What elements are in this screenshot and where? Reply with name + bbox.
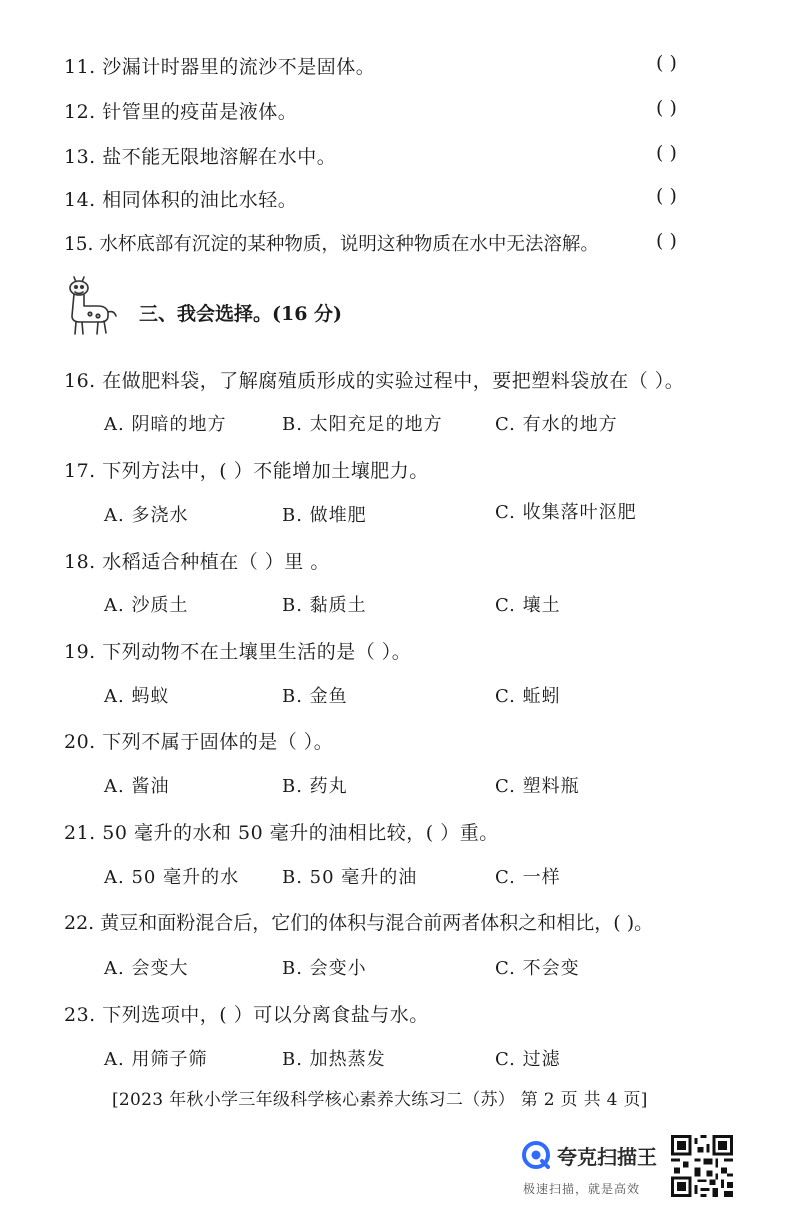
question-number: 11. bbox=[64, 56, 96, 78]
question-text: 50 毫升的水和 50 毫升的油相比较，( ）重。 bbox=[102, 822, 499, 844]
option-c[interactable]: C. 有水的地方 bbox=[495, 414, 618, 435]
option-c[interactable]: C. 不会变 bbox=[495, 958, 580, 979]
question-text: 下列方法中，( ）不能增加土壤肥力。 bbox=[102, 460, 429, 482]
question-text: 盐不能无限地溶解在水中。 bbox=[102, 146, 337, 168]
option-a[interactable]: A. 蚂蚁 bbox=[104, 686, 170, 707]
question-number: 22. bbox=[64, 912, 95, 934]
question-23 bbox=[64, 1000, 429, 1027]
option-a[interactable]: A. 多浇水 bbox=[104, 505, 189, 526]
option-a[interactable]: A. 用筛子筛 bbox=[104, 1049, 208, 1070]
question-17 bbox=[64, 456, 429, 483]
question-text: 在做肥料袋，了解腐殖质形成的实验过程中，要把塑料袋放在（ ）。 bbox=[102, 370, 685, 392]
question-12 bbox=[64, 97, 297, 124]
question-number: 19. bbox=[64, 641, 96, 663]
option-b[interactable]: B. 金鱼 bbox=[282, 686, 348, 707]
option-c[interactable]: C. 蚯蚓 bbox=[495, 686, 561, 707]
watermark-slogan: 极速扫描，就是高效 bbox=[523, 1182, 641, 1196]
option-b[interactable]: B. 50 毫升的油 bbox=[282, 867, 418, 888]
question-16 bbox=[64, 366, 684, 393]
option-a[interactable]: A. 沙质土 bbox=[104, 595, 189, 616]
question-number: 15. bbox=[64, 234, 94, 255]
option-a[interactable]: A. 50 毫升的水 bbox=[104, 867, 240, 888]
option-a[interactable]: A. 阴暗的地方 bbox=[104, 414, 227, 435]
section-title: 三、我会选择。(16 分) bbox=[139, 303, 343, 325]
question-text: 相同体积的油比水轻。 bbox=[102, 189, 298, 211]
watermark-name: 夸克扫描王 bbox=[557, 1145, 657, 1169]
answer-paren[interactable]: ( ) bbox=[656, 52, 677, 74]
option-b[interactable]: B. 加热蒸发 bbox=[282, 1049, 386, 1070]
option-b[interactable]: B. 会变小 bbox=[282, 958, 367, 979]
question-15 bbox=[64, 230, 599, 256]
qr-code-icon bbox=[671, 1135, 733, 1197]
question-text: 水杯底部有沉淀的某种物质，说明这种物质在水中无法溶解。 bbox=[99, 234, 599, 255]
question-number: 16. bbox=[64, 370, 96, 392]
giraffe-icon bbox=[62, 276, 120, 338]
option-b[interactable]: B. 黏质土 bbox=[282, 595, 367, 616]
option-c[interactable]: C. 壤土 bbox=[495, 595, 561, 616]
option-b[interactable]: B. 做堆肥 bbox=[282, 505, 367, 526]
question-20 bbox=[64, 727, 333, 754]
question-number: 14. bbox=[64, 189, 96, 211]
question-11 bbox=[64, 52, 375, 79]
question-number: 20. bbox=[64, 731, 96, 753]
option-c[interactable]: C. 过滤 bbox=[495, 1049, 561, 1070]
question-text: 下列动物不在土壤里生活的是（ ）。 bbox=[102, 641, 412, 663]
question-14 bbox=[64, 185, 297, 212]
scanner-logo-icon bbox=[522, 1141, 550, 1169]
answer-paren[interactable]: ( ) bbox=[656, 142, 677, 164]
question-21 bbox=[64, 818, 499, 845]
question-text: 针管里的疫苗是液体。 bbox=[102, 101, 298, 123]
question-number: 13. bbox=[64, 146, 96, 168]
question-number: 18. bbox=[64, 551, 96, 573]
question-text: 水稻适合种植在（ ）里 。 bbox=[102, 551, 330, 573]
question-number: 12. bbox=[64, 101, 96, 123]
question-22 bbox=[64, 908, 653, 935]
question-number: 21. bbox=[64, 822, 96, 844]
option-b[interactable]: B. 太阳充足的地方 bbox=[282, 414, 443, 435]
answer-paren[interactable]: ( ) bbox=[656, 97, 677, 119]
answer-paren[interactable]: ( ) bbox=[656, 230, 677, 252]
question-19 bbox=[64, 637, 411, 664]
question-13 bbox=[64, 142, 336, 169]
option-c[interactable]: C. 收集落叶沤肥 bbox=[495, 502, 637, 523]
page-footer: [2023 年秋小学三年级科学核心素养大练习二（苏） 第 2 页 共 4 页] bbox=[112, 1090, 648, 1110]
question-number: 17. bbox=[64, 460, 96, 482]
option-c[interactable]: C. 一样 bbox=[495, 867, 561, 888]
option-a[interactable]: A. 酱油 bbox=[104, 776, 170, 797]
question-text: 黄豆和面粉混合后，它们的体积与混合前两者体积之和相比，( )。 bbox=[100, 912, 654, 934]
option-b[interactable]: B. 药丸 bbox=[282, 776, 348, 797]
question-text: 沙漏计时器里的流沙不是固体。 bbox=[102, 56, 376, 78]
option-c[interactable]: C. 塑料瓶 bbox=[495, 776, 580, 797]
question-text: 下列不属于固体的是（ ）。 bbox=[102, 731, 334, 753]
option-a[interactable]: A. 会变大 bbox=[104, 958, 189, 979]
question-text: 下列选项中，( ）可以分离食盐与水。 bbox=[102, 1004, 429, 1026]
question-18 bbox=[64, 547, 330, 574]
answer-paren[interactable]: ( ) bbox=[656, 185, 677, 207]
question-number: 23. bbox=[64, 1004, 96, 1026]
